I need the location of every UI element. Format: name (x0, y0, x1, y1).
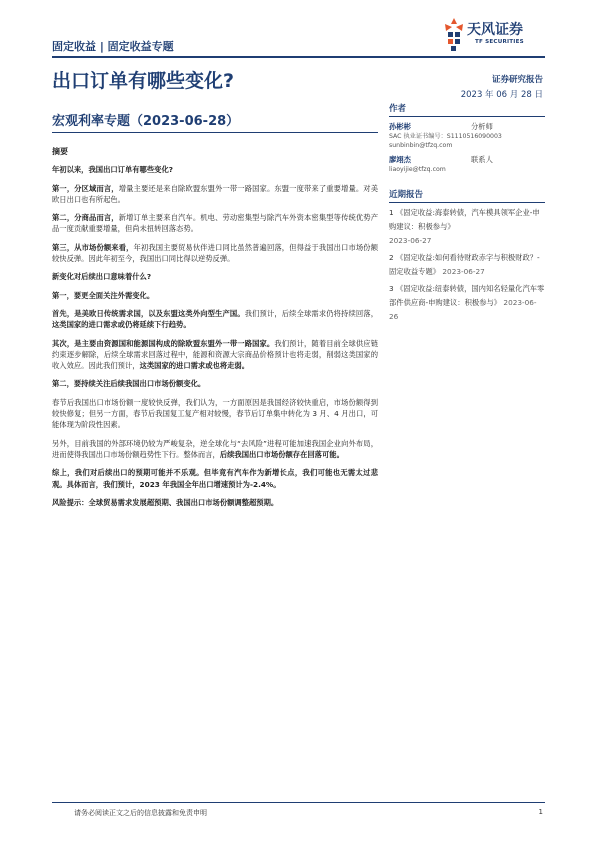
author-email[interactable]: sunbinbin@tfzq.com (389, 142, 453, 149)
author-name: 孙彬彬 (389, 122, 411, 131)
main-body (52, 138, 378, 515)
doc-date: 2023 年 06 月 28 日 (460, 90, 543, 100)
logo-text-cn: 天风证券 (467, 22, 523, 38)
paragraph: 第一，分区域而言，增量主要还是来自除欧盟东盟外一带一路国家。东盟一度带来了重要增量。对美欧日出口也有所起色。 (52, 183, 379, 204)
author-sac: SAC 执业证书编号：S1110516090003 (389, 133, 502, 140)
paragraph: 春节后我国出口市场份额一度较快反弹，我们认为，一方面原因是我国经济较快重启，市场份额得到较快修复；但另一方面，春节后我国复工复产相对较慢，春节后订单集中转化为 3 月、4 月出口，可能体现为阶段性因素。 (52, 397, 378, 430)
recent-report-item[interactable]: 3 《固定收益:纽泰转债，国内知名轻量化汽车零部件供应商-申购建议：积极参与》 2023-06-26 (389, 284, 545, 321)
paragraph: 第二，分商品而言，新增订单主要来自汽车。机电、劳动密集型与除汽车外资本密集型等传统优势产品一度贡献重要增量，但尚未扭转回落态势。 (52, 213, 379, 234)
footer-divider (52, 802, 545, 803)
recent-reports-heading: 近期报告 (389, 188, 545, 203)
author-name: 廖翊杰 (389, 155, 411, 164)
paragraph: 年初以来，我国出口订单有哪些变化? (52, 165, 173, 175)
report-subtitle: 宏观利率专题（2023-06-28） (52, 114, 240, 129)
logo-text-en: TF SECURITIES (475, 39, 524, 45)
doc-type: 证券研究报告 (491, 75, 543, 85)
authors-heading: 作者 (389, 102, 545, 117)
sidebar (389, 102, 545, 324)
page-number: 1 (538, 808, 543, 816)
paragraph: 综上，我们对后续出口的预期可能并不乐观。但毕竟有汽车作为新增长点，我们可能也无需太过悲观。具体而言，我们预计，2023 年我国全年出口增速预计为-2.4%。 (52, 468, 378, 489)
recent-report-item[interactable]: 2 《固定收益:如何看待财政赤字与积极财政？-固定收益专题》 2023-06-27 (389, 253, 540, 276)
page-title: 出口订单有哪些变化? (52, 70, 235, 92)
paragraph: 第二，要持续关注后续我国出口市场份额变化。 (52, 379, 206, 389)
report-category: 固定收益 | 固定收益专题 (52, 40, 174, 53)
paragraph: 第三，从市场份额来看，年初我国主要贸易伙伴进口同比虽然普遍回落，但得益于我国出口市场份额较快反弹。因此年初至今，我国出口同比得以逆势反弹。 (52, 242, 379, 264)
recent-report-item[interactable]: 1 《固定收益:海泰转债，汽车模具领军企业-申购建议：积极参与》 2023-06-27 (389, 208, 540, 245)
paragraph: 其次，是主要由资源国和能源国构成的除欧盟东盟外一带一路国家。我们预计，随着目前全球供应链约束逐步解除，后续全球需求回落过程中，能源和资源大宗商品价格预计也将走弱，削弱这类国家的收入效应。因此我们预计，这类国家的进口需求或也将走弱。 (52, 338, 379, 371)
abstract-heading: 摘要 (52, 147, 68, 156)
author-role: 联系人 (471, 155, 493, 164)
header-divider (52, 56, 545, 58)
paragraph: 新变化对后续出口意味着什么? (52, 272, 152, 282)
author-2 (389, 155, 545, 165)
risk-notice: 风险提示：全球贸易需求发展超预期、我国出口市场份额调整超预期。 (52, 497, 279, 507)
author-email[interactable]: liaoyijie@tfzq.com (389, 166, 446, 173)
author-1 (389, 122, 545, 132)
paragraph: 第一，要更全面关注外需变化。 (52, 290, 155, 300)
subtitle-divider (52, 132, 378, 133)
author-role: 分析师 (471, 122, 493, 131)
paragraph: 另外，目前我国的外部环境仍较为严峻复杂，逆全球化与“去风险”进程可能加速我国企业向外布局，进而使得我国出口市场份额趋势性下行。整体而言，后续我国出口市场份额存在回落可能。 (52, 438, 378, 459)
disclaimer-note: 请务必阅读正文之后的信息披露和免责申明 (74, 809, 207, 817)
paragraph: 首先，是美欧日传统需求国，以及东盟这类外向型生产国。我们预计，后续全球需求仍将持续回落，这类国家的进口需求或仍将延续下行趋势。 (52, 308, 378, 330)
